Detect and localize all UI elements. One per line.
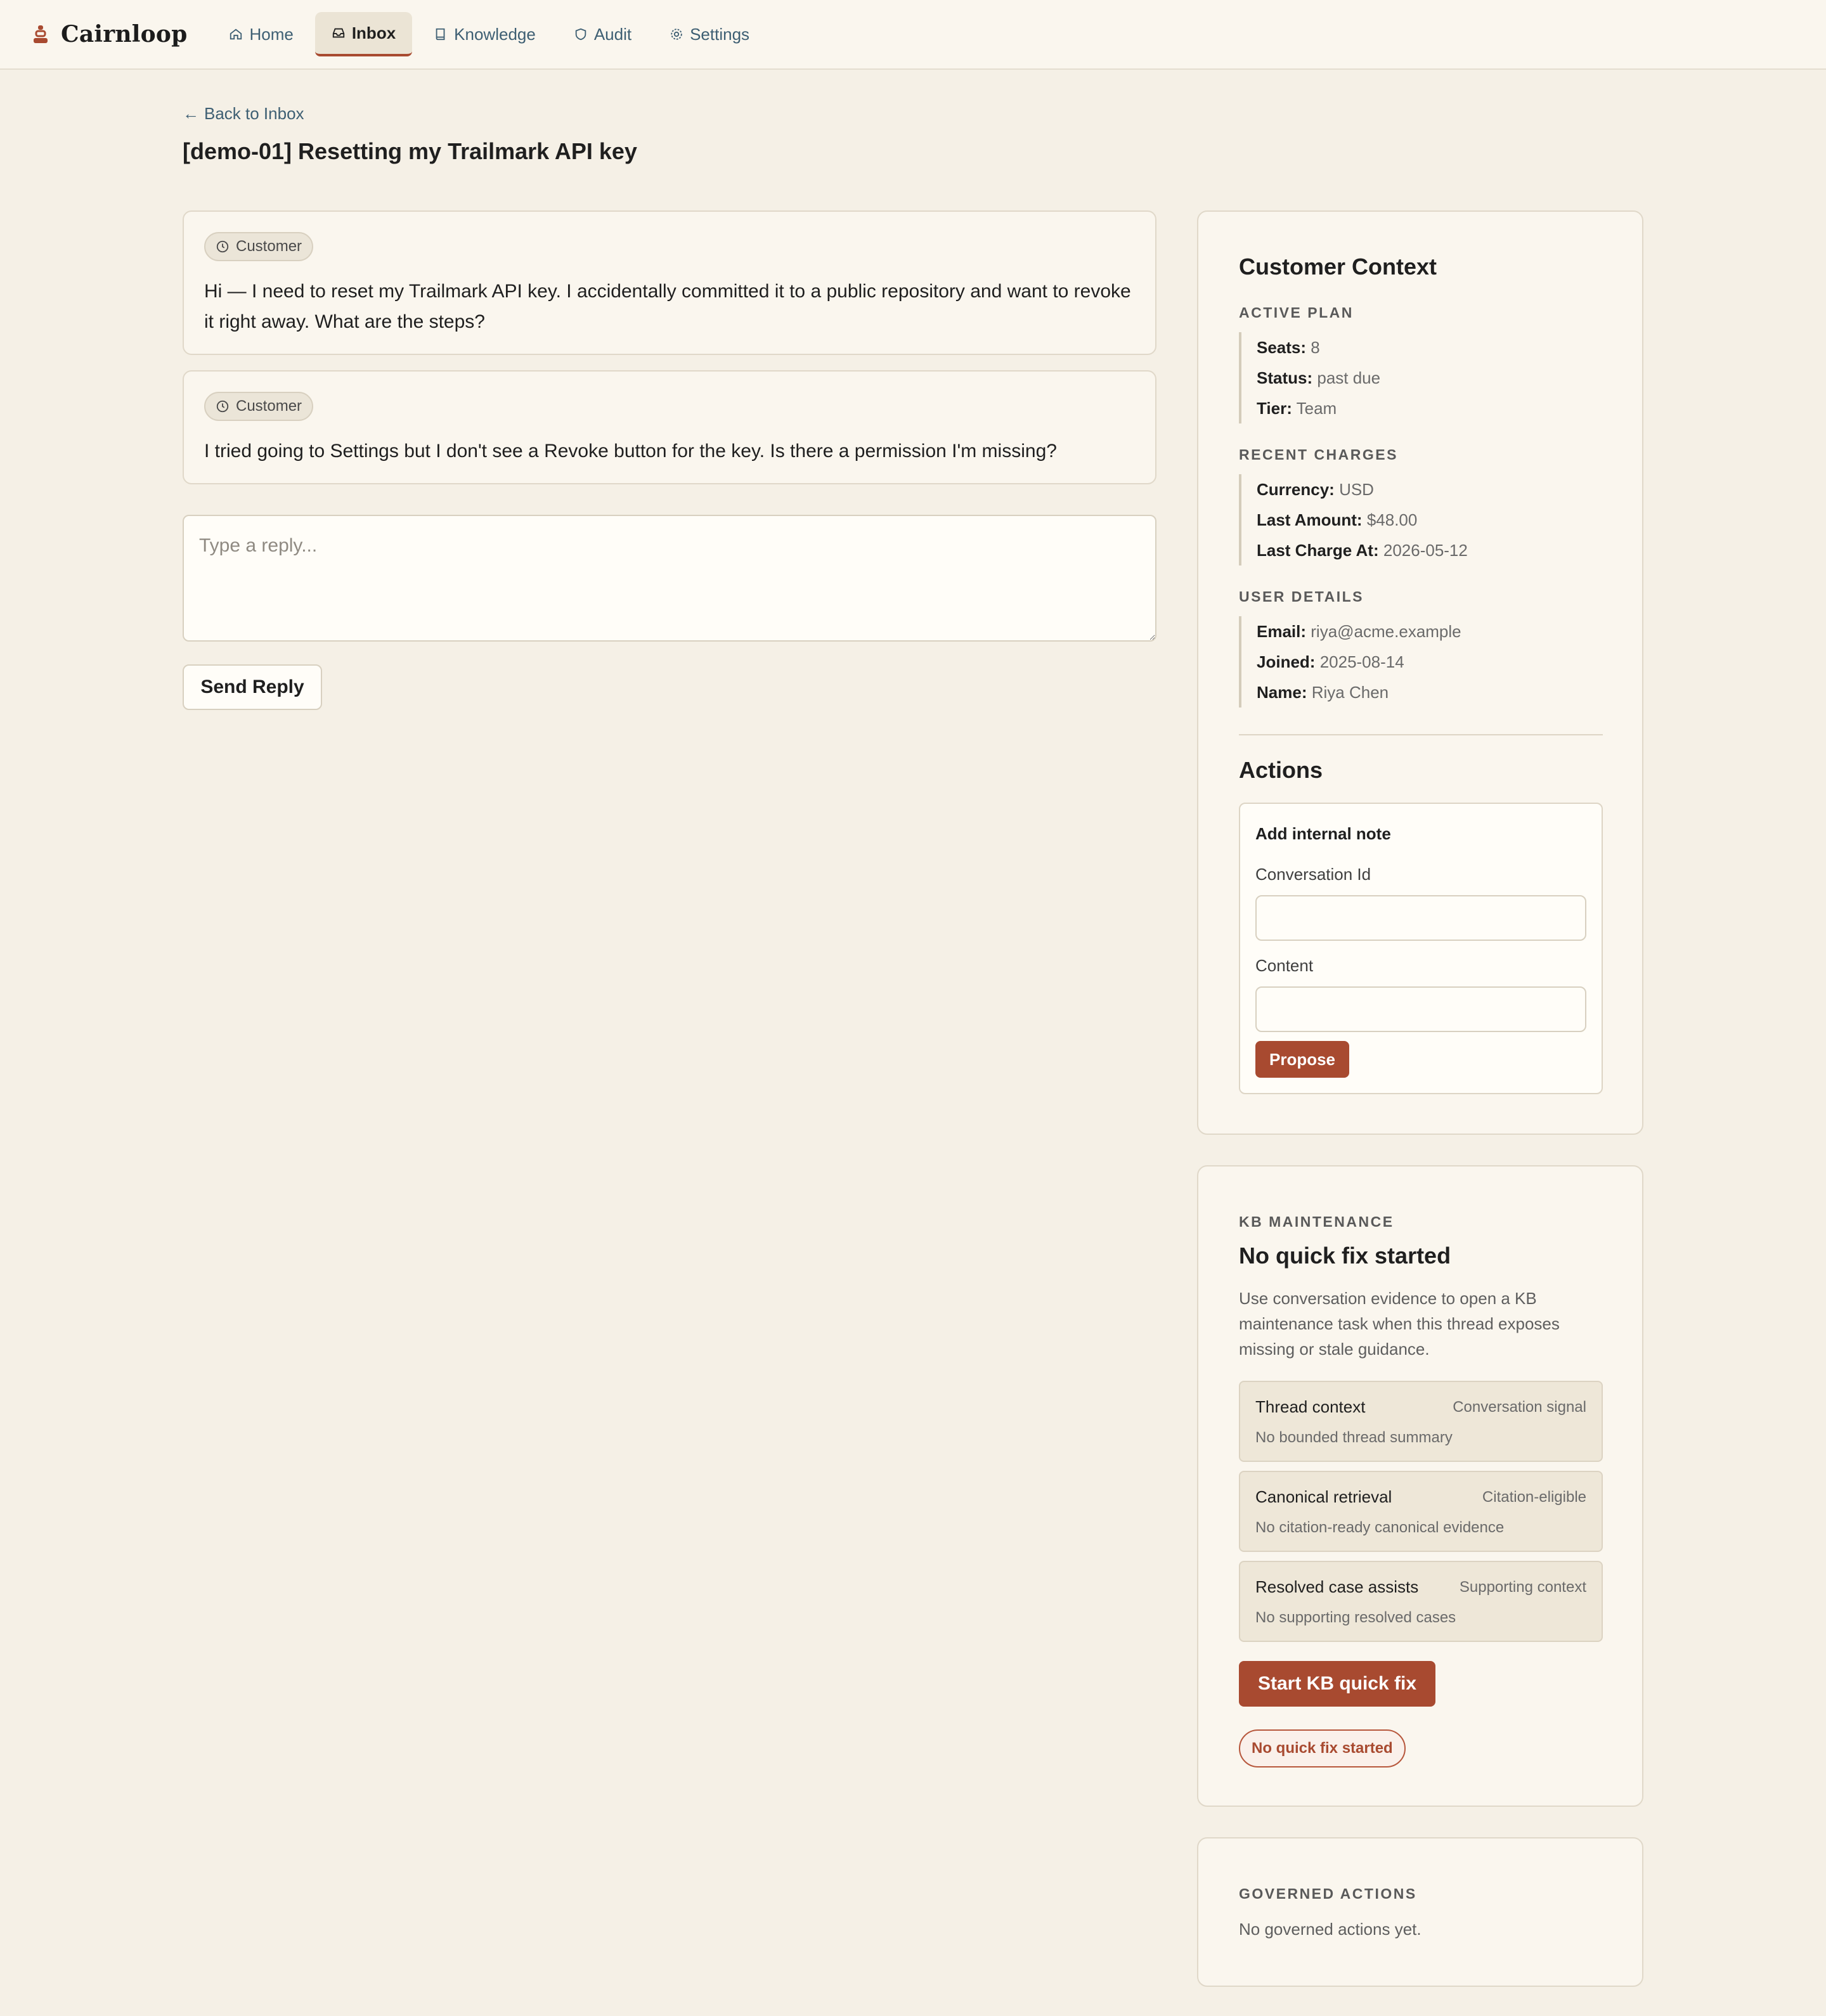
- customer-context-title: Customer Context: [1239, 254, 1437, 280]
- shield-icon: [574, 27, 588, 41]
- content-label: Content: [1255, 956, 1314, 975]
- kv-seats: Seats: 8: [1257, 338, 1320, 357]
- kv-currency: Currency: USD: [1257, 480, 1374, 499]
- content-input[interactable]: [1255, 986, 1586, 1032]
- governed-eyebrow: GOVERNED ACTIONS: [1239, 1885, 1417, 1902]
- nav-item-settings[interactable]: [653, 12, 766, 56]
- nav-label-settings: Settings: [690, 24, 750, 44]
- kb-signal-item: [1239, 1381, 1603, 1462]
- governed-actions-panel: [1197, 1837, 1643, 1987]
- note-form-title: Add internal note: [1255, 824, 1391, 843]
- propose-button[interactable]: Propose: [1255, 1041, 1349, 1078]
- nav-item-knowledge[interactable]: [417, 12, 552, 56]
- role-badge: [204, 392, 313, 421]
- message-text: I tried going to Settings but I don't see a Revoke button for the key. Is there a permission I'm missing?: [204, 441, 1057, 462]
- nav-label-knowledge: Knowledge: [454, 24, 536, 44]
- kb-item-tag: Conversation signal: [1453, 1399, 1586, 1416]
- kb-item-title: Thread context: [1255, 1397, 1366, 1416]
- kv-name: Name: Riya Chen: [1257, 683, 1389, 702]
- brand-name: Cairnloop: [61, 21, 188, 48]
- back-link-label: Back to Inbox: [204, 104, 304, 123]
- recent-charges-list: [1239, 474, 1468, 565]
- start-kb-quick-fix-button[interactable]: Start KB quick fix: [1239, 1661, 1435, 1707]
- kb-item-title: Resolved case assists: [1255, 1577, 1419, 1596]
- role-label: Customer: [236, 397, 302, 415]
- page-title: [demo-01] Resetting my Trailmark API key: [183, 138, 637, 164]
- kb-signal-item: [1239, 1471, 1603, 1552]
- main-nav: [212, 12, 766, 56]
- brand[interactable]: [32, 21, 187, 48]
- role-badge: [204, 232, 313, 261]
- back-to-inbox-link[interactable]: [183, 104, 304, 124]
- quick-fix-status-badge: No quick fix started: [1239, 1729, 1406, 1767]
- home-icon: [229, 27, 243, 41]
- kv-email: Email: riya@acme.example: [1257, 622, 1461, 641]
- kb-eyebrow: KB MAINTENANCE: [1239, 1213, 1394, 1230]
- add-internal-note-form: [1239, 803, 1603, 1094]
- actions-title: Actions: [1239, 757, 1323, 783]
- section-heading-user-details: USER DETAILS: [1239, 588, 1364, 605]
- governed-empty-text: No governed actions yet.: [1239, 1920, 1421, 1939]
- divider: [1239, 734, 1603, 735]
- kv-tier: Tier: Team: [1257, 399, 1337, 418]
- gear-icon: [670, 27, 683, 41]
- reply-textarea[interactable]: [183, 515, 1156, 642]
- customer-context-panel: [1197, 210, 1643, 1135]
- kb-item-sub: No bounded thread summary: [1255, 1429, 1453, 1446]
- message-text: Hi — I need to reset my Trailmark API key. I accidentally committed it to a public repository and want to revoke it right away. What are the steps?: [204, 281, 1131, 332]
- section-heading-active-plan: ACTIVE PLAN: [1239, 304, 1354, 321]
- kb-item-title: Canonical retrieval: [1255, 1487, 1392, 1506]
- send-reply-button[interactable]: Send Reply: [183, 664, 322, 710]
- active-plan-list: [1239, 332, 1380, 423]
- kb-description: Use conversation evidence to open a KB maintenance task when this thread exposes missing or stale guidance.: [1239, 1289, 1560, 1359]
- clock-icon: [216, 240, 230, 254]
- inbox-icon: [332, 26, 346, 40]
- nav-item-audit[interactable]: [557, 12, 648, 56]
- section-heading-recent-charges: RECENT CHARGES: [1239, 446, 1398, 463]
- role-label: Customer: [236, 238, 302, 255]
- nav-label-audit: Audit: [593, 24, 632, 44]
- kb-signal-item: [1239, 1561, 1603, 1642]
- nav-item-home[interactable]: [212, 12, 309, 56]
- user-details-list: [1239, 616, 1461, 708]
- cairn-logo-icon: [32, 24, 49, 44]
- kv-last-charge-at: Last Charge At: 2026-05-12: [1257, 541, 1468, 560]
- top-nav: [0, 0, 1826, 70]
- kb-item-sub: No supporting resolved cases: [1255, 1609, 1456, 1626]
- kv-status: Status: past due: [1257, 368, 1381, 387]
- kb-maintenance-panel: [1197, 1165, 1643, 1807]
- kv-joined: Joined: 2025-08-14: [1257, 652, 1404, 671]
- message-card: [183, 210, 1156, 355]
- nav-label-home: Home: [249, 24, 294, 44]
- kb-item-tag: Supporting context: [1459, 1579, 1586, 1596]
- nav-item-inbox[interactable]: [315, 12, 412, 56]
- message-card: [183, 370, 1156, 484]
- conversation-id-label: Conversation Id: [1255, 865, 1371, 884]
- kb-item-sub: No citation-ready canonical evidence: [1255, 1519, 1505, 1536]
- book-icon: [434, 27, 448, 41]
- conversation-id-input[interactable]: [1255, 895, 1586, 941]
- nav-label-inbox: Inbox: [351, 23, 396, 42]
- kb-title: No quick fix started: [1239, 1243, 1451, 1269]
- kv-last-amount: Last Amount: $48.00: [1257, 510, 1418, 529]
- kb-item-tag: Citation-eligible: [1482, 1489, 1586, 1506]
- clock-icon: [216, 399, 230, 413]
- arrow-left-icon: ←: [183, 104, 199, 123]
